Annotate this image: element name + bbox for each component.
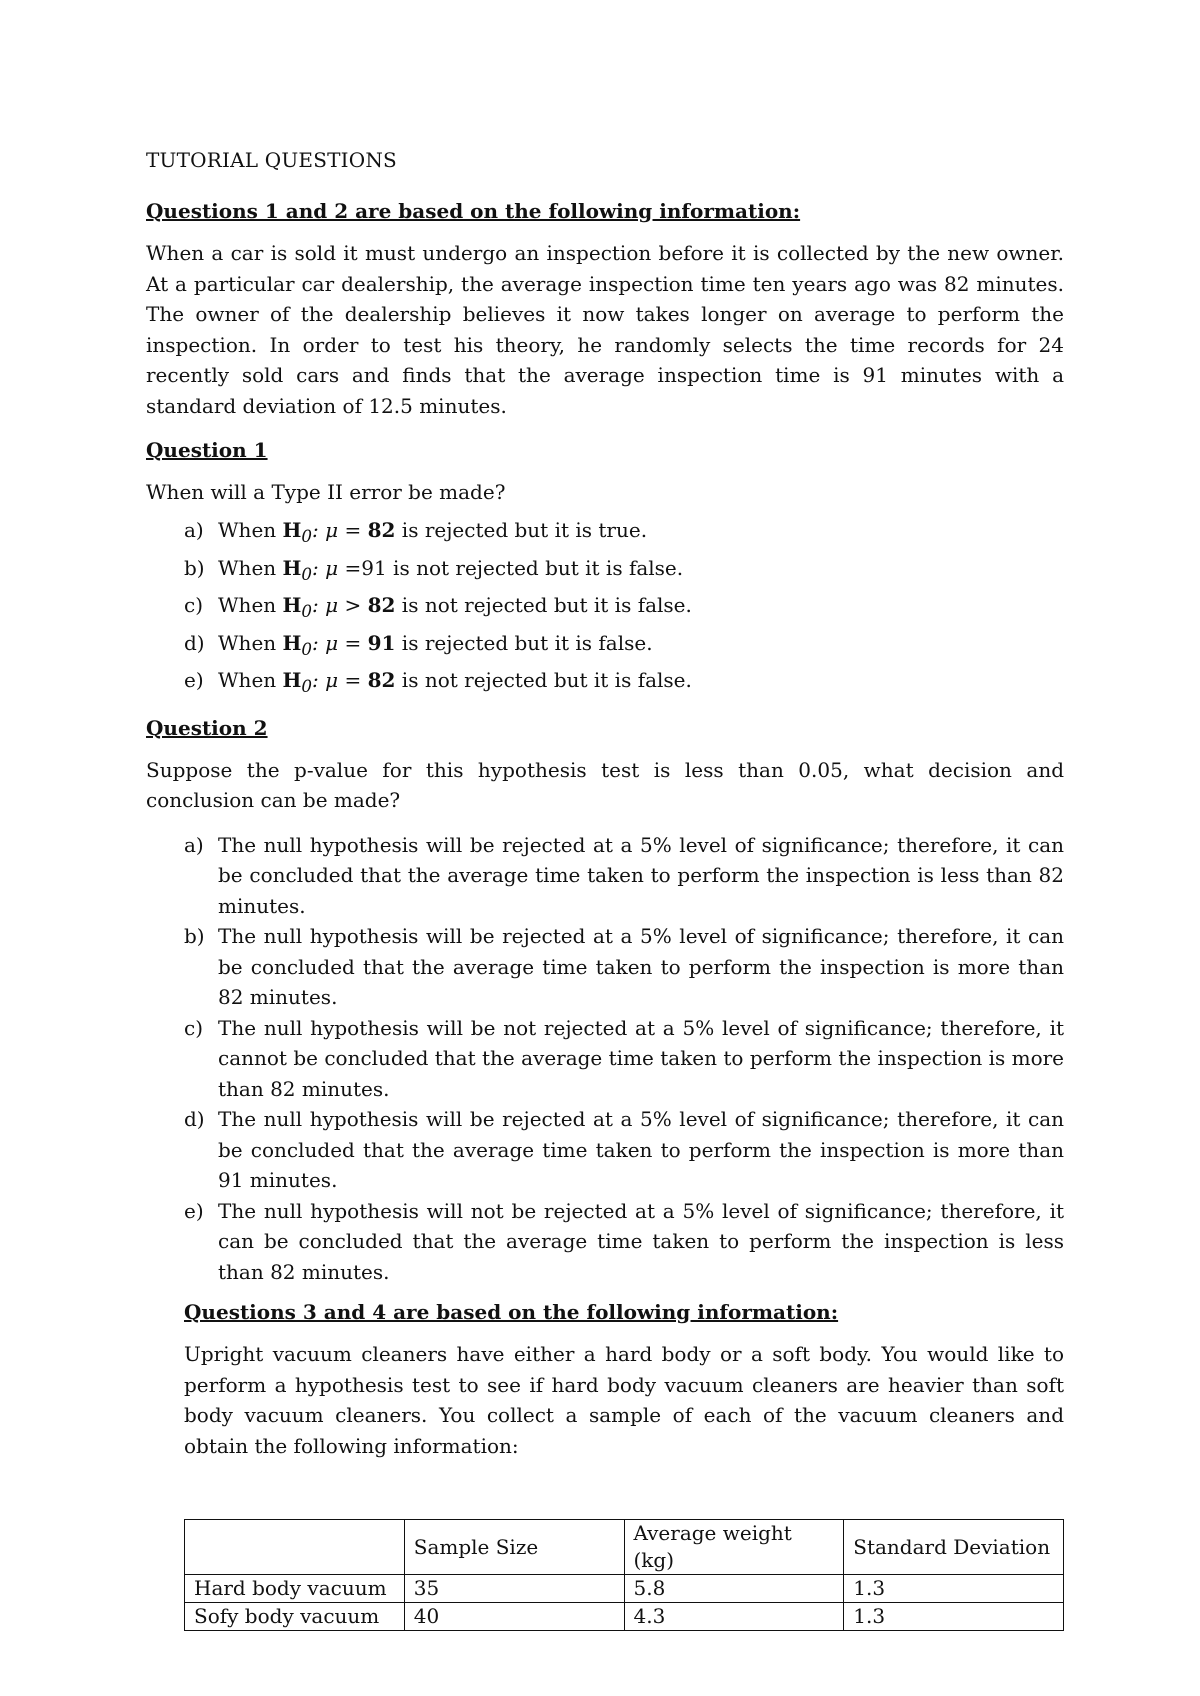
option-suffix: is not rejected but it is false. — [386, 555, 684, 580]
vacuum-data-table — [184, 1519, 1064, 1631]
section-heading-q3-q4: Questions 3 and 4 are based on the following information: — [184, 1300, 839, 1324]
section-info-text-q1-q2: When a car is sold it must undergo an inspection before it is collected by the new owner. At a particular car dealership, the average inspection time ten years ago was 82 minutes. The owner of the dealership believes it now takes longer on average to perform the inspection. In order to test his theory, he randomly selects the time records for 24 recently sold cars and finds that the average inspection time is 91 minutes with a standard deviation of 12.5 minutes. — [146, 241, 1064, 418]
option-text: The null hypothesis will be rejected at a 5% level of significance; therefore, it can be concluded that the average time taken to perform the inspection is more than 91 minutes. — [218, 1107, 1064, 1192]
document-page — [146, 142, 1064, 1631]
option-letter: c) — [184, 593, 204, 617]
option-text: The null hypothesis will be not rejected at a 5% level of significance; therefore, it cannot be concluded that the average time taken to perform the inspection is more than 82 minutes. — [218, 1015, 1064, 1101]
table-header-cell: Standard Deviation — [844, 1520, 1064, 1575]
table-cell: Sofy body vacuum — [185, 1603, 405, 1631]
table-cell: 1.3 — [844, 1603, 1064, 1631]
option-h: H — [282, 518, 302, 542]
option-operator: = — [344, 518, 368, 542]
option-suffix: is not rejected but it is false. — [395, 593, 692, 617]
option-prefix: When — [218, 668, 283, 692]
option-letter: c) — [184, 1015, 204, 1040]
option-h-sub: 0 — [301, 564, 313, 584]
table-header-cell: Average weight (kg) — [624, 1520, 844, 1575]
option-value: 91 — [367, 630, 396, 655]
option-letter: b) — [184, 555, 205, 580]
option-letter: e) — [184, 1198, 204, 1223]
table-header-row — [185, 1520, 1064, 1575]
option-value: 82 — [367, 518, 396, 542]
option-text: The null hypothesis will not be rejected at a 5% level of significance; therefore, it can be concluded that the average time taken to perform the inspection is less than 82 minutes. — [218, 1198, 1064, 1284]
option-h: H — [282, 630, 302, 655]
option-letter: b) — [184, 924, 205, 948]
question-1-text: When will a Type II error be made? — [146, 480, 506, 504]
question-2-option-e — [146, 1196, 1064, 1288]
option-h: H — [282, 593, 302, 617]
option-operator: > — [344, 593, 368, 617]
table-header-cell: Sample Size — [404, 1520, 624, 1575]
option-h-sub: 0 — [301, 677, 313, 696]
option-h-sub: 0 — [301, 639, 313, 659]
question-1-option-b — [146, 553, 1064, 591]
table-header-cell — [185, 1520, 405, 1575]
option-text: The null hypothesis will be rejected at a 5% level of significance; therefore, it can be concluded that the average time taken to perform the inspection is less than 82 minutes. — [218, 832, 1064, 918]
option-value: 91 — [361, 555, 387, 580]
option-prefix: When — [218, 630, 283, 655]
option-hypothesis-symbol — [282, 518, 396, 546]
question-2-option-d — [146, 1104, 1064, 1196]
option-letter: d) — [184, 630, 205, 655]
option-h-sub: 0 — [301, 527, 313, 546]
question-2-option-c — [146, 1013, 1064, 1105]
option-prefix: When — [218, 518, 283, 542]
table-cell: Hard body vacuum — [185, 1575, 405, 1603]
option-hypothesis-symbol — [282, 668, 396, 696]
page-title: TUTORIAL QUESTIONS — [146, 148, 397, 172]
option-hypothesis-symbol — [282, 555, 362, 584]
question-2-option-a — [146, 830, 1064, 922]
option-mu: : μ — [312, 668, 345, 692]
table-cell: 4.3 — [624, 1603, 844, 1631]
option-mu: : μ — [312, 518, 345, 542]
option-hypothesis-symbol — [282, 630, 396, 659]
option-value: 82 — [367, 593, 396, 617]
option-letter: d) — [184, 1107, 205, 1131]
option-letter: e) — [184, 668, 204, 692]
option-h: H — [282, 668, 302, 692]
question-2-heading: Question 2 — [146, 715, 268, 740]
option-operator: = — [344, 668, 368, 692]
table-row — [185, 1603, 1064, 1631]
section-info-text-q3-q4: Upright vacuum cleaners have either a hard body or a soft body. You would like to perform a hypothesis test to see if hard body vacuum cleaners are heavier than soft body vacuum cleaners. You collect a sample of each of the vacuum cleaners and obtain the following information: — [184, 1342, 1064, 1458]
question-1-option-d — [146, 628, 1064, 666]
table-cell: 1.3 — [844, 1575, 1064, 1603]
option-mu: : μ — [312, 630, 345, 655]
option-suffix: is rejected but it is true. — [395, 518, 648, 542]
option-hypothesis-symbol — [282, 593, 396, 621]
table-row — [185, 1575, 1064, 1603]
table-cell: 40 — [404, 1603, 624, 1631]
option-operator: = — [344, 630, 368, 655]
table-cell: 35 — [404, 1575, 624, 1603]
table-cell: 5.8 — [624, 1575, 844, 1603]
section-heading-q1-q2: Questions 1 and 2 are based on the following information: — [146, 199, 801, 223]
option-text: The null hypothesis will be rejected at a 5% level of significance; therefore, it can be concluded that the average time taken to perform the inspection is more than 82 minutes. — [218, 924, 1064, 1009]
option-mu: : μ — [312, 555, 345, 580]
option-prefix: When — [218, 555, 283, 580]
option-mu: : μ — [312, 593, 345, 617]
question-1-heading: Question 1 — [146, 438, 268, 462]
question-1-options — [146, 515, 1064, 703]
question-1-option-c — [146, 590, 1064, 628]
question-2-text: Suppose the p-value for this hypothesis test is less than 0.05, what decision and conclusion can be made? — [146, 757, 1064, 812]
option-suffix: is rejected but it is false. — [395, 630, 653, 655]
question-2-options — [146, 830, 1064, 1288]
question-1-option-a — [146, 515, 1064, 553]
option-letter: a) — [184, 832, 204, 857]
question-1-option-e — [146, 665, 1064, 703]
option-suffix: is not rejected but it is false. — [395, 668, 692, 692]
option-h: H — [282, 555, 302, 580]
question-2-option-b — [146, 921, 1064, 1013]
option-h-sub: 0 — [301, 602, 313, 621]
option-operator: = — [344, 555, 362, 580]
option-prefix: When — [218, 593, 283, 617]
option-letter: a) — [184, 518, 204, 542]
option-value: 82 — [367, 668, 396, 692]
